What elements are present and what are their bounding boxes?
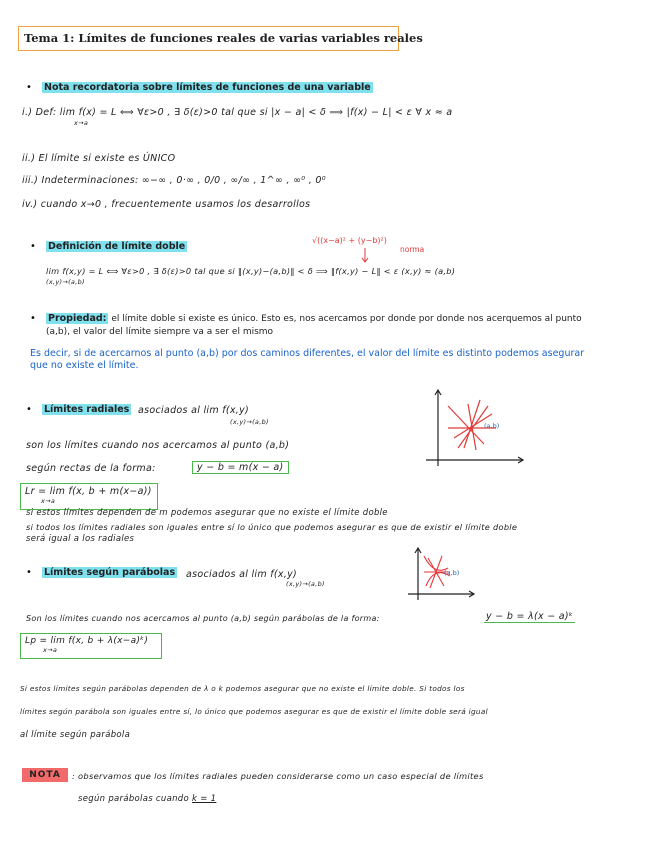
parabola-assoc-subscript: (x,y)→(a,b) bbox=[286, 580, 325, 588]
section-heading-double-limit: Definición de límite doble bbox=[48, 241, 186, 252]
page-title: Tema 1: Límites de funciones reales de varias variables reales bbox=[18, 26, 399, 51]
parabola-assoc: asociados al lim f(x,y) bbox=[186, 569, 298, 580]
parabola-line-4: al límite según parábola bbox=[20, 730, 131, 740]
parabola-limit-box bbox=[20, 633, 162, 659]
nota-line-1: : observamos que los límites radiales pueden considerarse como un caso especial de límites bbox=[72, 771, 484, 781]
parabola-equation: y − b = λ(x − a)ᵏ bbox=[486, 611, 574, 622]
double-lim-subscript: (x,y)→(a,b) bbox=[46, 278, 85, 286]
def-line: i.) Def: lim f(x) = L ⟺ ∀ε>0 , ∃ δ(ε)>0 tal que si |x − a| < δ ⟹ |f(x) − L| < ε ∀ x ≈ a bbox=[22, 107, 453, 118]
radial-line-1: son los límites cuando nos acercamos al punto (a,b) bbox=[26, 440, 290, 451]
blue-note: Es decir, si de acercarnos al punto (a,b) por dos caminos diferentes, el valor del límite es distinto podemos asegurar que no existe el límite. bbox=[30, 348, 585, 371]
property-heading: Propiedad: bbox=[48, 313, 107, 324]
bullet-dot: • bbox=[26, 404, 32, 415]
radial-limit-box bbox=[20, 483, 158, 510]
parabola-graph-sketch bbox=[404, 546, 476, 602]
expansions-line: iv.) cuando x→0 , frecuentemente usamos los desarrollos bbox=[22, 199, 311, 210]
property-paragraph bbox=[46, 312, 606, 339]
radial-limit-formula: Lr = lim f(x, b + m(x−a)) bbox=[25, 486, 152, 497]
section-heading-one-variable: Nota recordatoria sobre límites de funciones de una variable bbox=[44, 82, 371, 93]
bullet-dot: • bbox=[26, 567, 32, 578]
unique-line: ii.) El límite si existe es ÚNICO bbox=[22, 153, 176, 164]
norm-label: norma bbox=[400, 245, 425, 254]
section-heading-radial: Límites radiales bbox=[44, 404, 130, 415]
parabola-line-1: Son los límites cuando nos acercamos al punto (a,b) según parábolas de la forma: bbox=[26, 614, 380, 623]
nota-line-2 bbox=[78, 794, 216, 804]
radial-line-5: será igual a los radiales bbox=[26, 534, 135, 544]
nota-k-equals-one: k = 1 bbox=[192, 794, 217, 804]
property-text: el límite doble si existe es único. Esto es, nos acercamos por donde por donde nos acerquemos al punto (a,b), el valor del límite siempre va a ser el mismo bbox=[46, 314, 582, 337]
parabola-line-3: límites según parábola son iguales entre sí, lo único que podemos asegurar es que de existir el límite doble será igual bbox=[20, 707, 488, 716]
radial-graph-sketch bbox=[418, 388, 528, 472]
nota-badge: NOTA bbox=[22, 768, 68, 782]
radial-line-3: si estos límites dependen de m podemos asegurar que no existe el límite doble bbox=[26, 508, 388, 518]
double-limit-definition: lim f(x,y) = L ⟺ ∀ε>0 , ∃ δ(ε)>0 tal que si ‖(x,y)−(a,b)‖ < δ ⟹ ‖f(x,y) − L‖ < ε (x,y) ≈ (a,b) bbox=[46, 266, 456, 276]
parabola-limit-formula: Lp = lim f(x, b + λ(x−a)ᵏ) bbox=[25, 636, 149, 646]
section-heading-parabolas: Límites según parábolas bbox=[44, 567, 176, 578]
radial-limit-subscript: x→a bbox=[41, 497, 56, 505]
norm-expression: √((x−a)² + (y−b)²) bbox=[312, 236, 387, 245]
parabola-graph-label: (a,b) bbox=[444, 569, 460, 577]
norm-arrow-icon bbox=[360, 248, 370, 264]
indeterminations-line: iii.) Indeterminaciones: ∞−∞ , 0·∞ , 0/0 , ∞/∞ , 1^∞ , ∞⁰ , 0⁰ bbox=[22, 175, 326, 186]
lim-subscript: x→a bbox=[74, 119, 89, 127]
bullet-dot: • bbox=[26, 82, 32, 93]
radial-graph-label: (a,b) bbox=[484, 422, 500, 430]
radial-assoc: asociados al lim f(x,y) bbox=[138, 405, 250, 416]
bullet-dot: • bbox=[30, 241, 36, 252]
parabola-limit-subscript: x→a bbox=[43, 646, 58, 654]
bullet-dot: • bbox=[30, 313, 36, 324]
radial-assoc-subscript: (x,y)→(a,b) bbox=[230, 418, 269, 426]
radial-line-4: si todos los límites radiales son iguales entre sí lo único que podemos asegurar es que de existir el límite doble bbox=[26, 522, 518, 532]
nota-line-2-prefix: según parábolas cuando bbox=[78, 794, 192, 804]
radial-line-2-prefix: según rectas de la forma: bbox=[26, 463, 156, 474]
parabola-line-2: Si estos límites según parábolas dependen de λ o k podemos asegurar que no existe el límite doble. Si todos los bbox=[20, 684, 465, 693]
radial-line-equation: y − b = m(x − a) bbox=[192, 461, 289, 474]
